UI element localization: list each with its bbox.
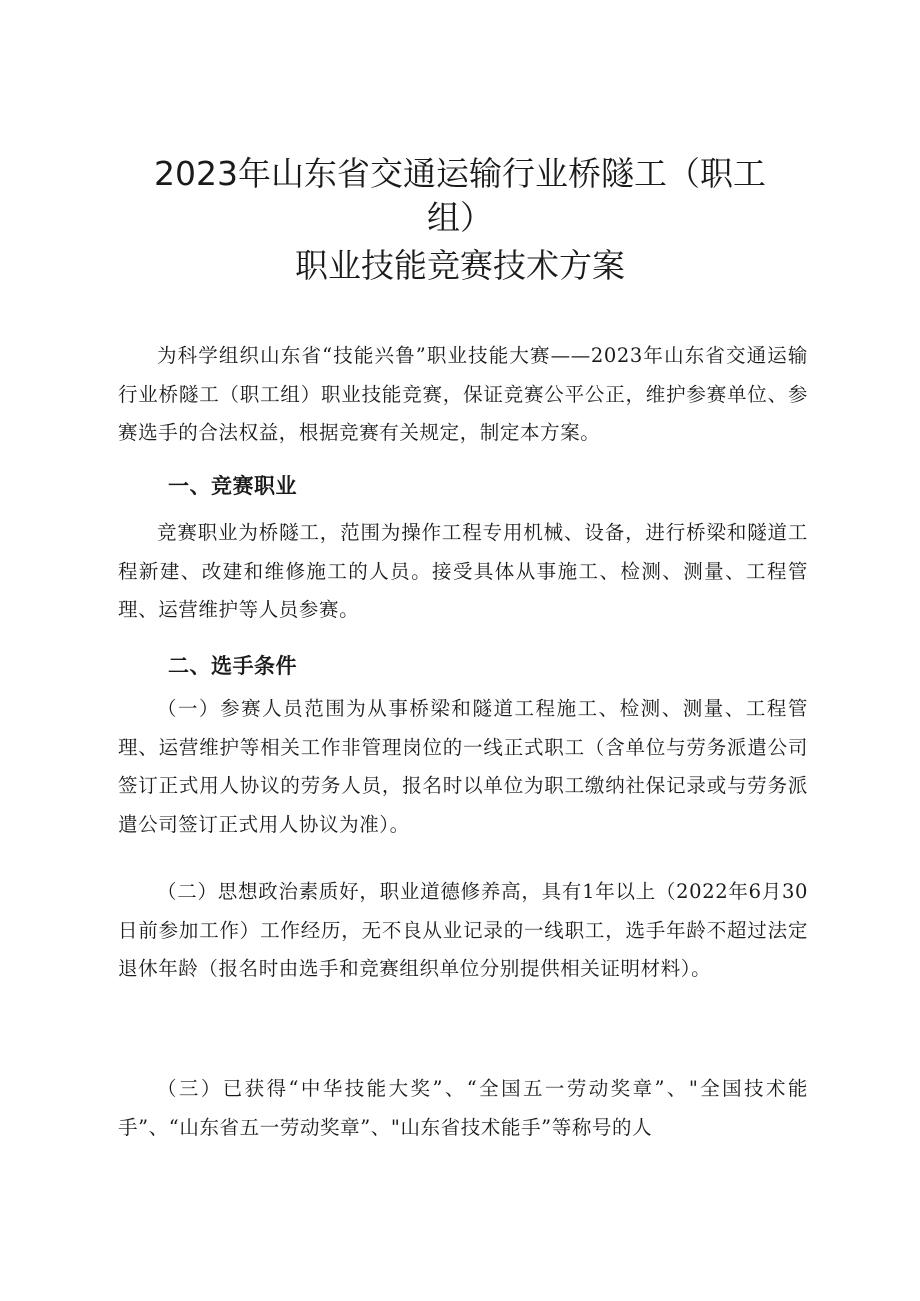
section-heading-competition-occupation: 一、竞赛职业 (168, 474, 297, 498)
condition-paragraph-2: （二）思想政治素质好，职业道德修养高，具有1年以上（2022年6月30日前参加工作）工作经历，无不良从业记录的一线职工，选手年龄不超过法定退休年龄（报名时由选手和竞赛组织单位分别提供相关证明材料）。 (118, 880, 808, 980)
condition-paragraph-1: （一）参赛人员范围为从事桥梁和隧道工程施工、检测、测量、工程管理、运营维护等相关工作非管理岗位的一线正式职工（含单位与劳务派遣公司签订正式用人协议的劳务人员，报名时以单位为职工缴纳社保记录或与劳务派遣公司签订正式用人协议为准）。 (118, 697, 808, 836)
condition-paragraph-3: （三）已获得“中华技能大奖”、“全国五一劳动奖章”、"全国技术能手”、“山东省五一劳动奖章”、"山东省技术能手”等称号的人 (118, 1077, 808, 1139)
section-1-paragraph: 竞赛职业为桥隧工，范围为操作工程专用机械、设备，进行桥梁和隧道工程新建、改建和维修施工的人员。接受具体从事施工、检测、测量、工程管理、运营维护等人员参赛。 (118, 521, 808, 621)
document-title-line-3: 职业技能竞赛技术方案 (295, 246, 625, 285)
document-title-line-2: 组） (427, 198, 493, 237)
intro-paragraph: 为科学组织山东省“技能兴鲁”职业技能大赛——2023年山东省交通运输行业桥隧工（职工组）职业技能竞赛，保证竞赛公平公正，维护参赛单位、参赛选手的合法权益，根据竞赛有关规定，制定本方案。 (118, 344, 808, 444)
section-heading-contestant-conditions: 二、选手条件 (168, 654, 297, 678)
document-title-line-1: 2023年山东省交通运输行业桥隧工（职工 (154, 154, 766, 193)
